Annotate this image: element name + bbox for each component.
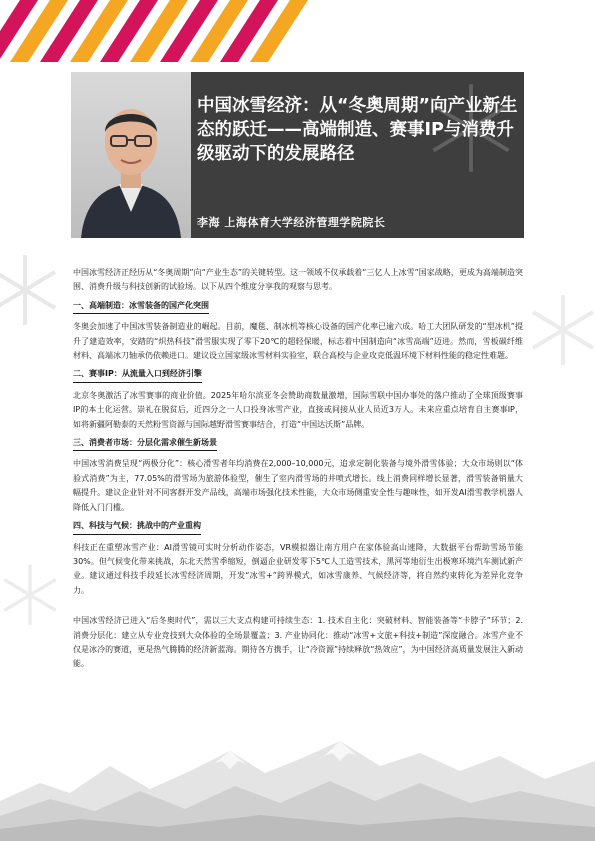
- author-photo: [71, 72, 191, 238]
- article-title: 中国冰雪经济：从“冬奥周期”向产业新生态的跃迁——高端制造、赛事IP与消费升级驱动下的发展路径: [197, 96, 518, 164]
- intro-paragraph: 中国冰雪经济正经历从“冬奥周期”向“产业生态”的关键转型。这一领域不仅承载着“三亿人上冰雪”国家战略，更成为高端制造突围、消费升级与科技创新的试验场。以下从四个维度分享我的观察与思考。: [73, 268, 523, 292]
- mountain-landscape-decoration: [0, 711, 595, 841]
- snowflake-decoration-icon: [0, 250, 60, 330]
- hero-banner: [71, 72, 524, 238]
- conclusion-paragraph: 中国冰雪经济已进入“后冬奥时代”，需以三大支点构建可持续生态：1. 技术自主化：突破材料、智能装备等“卡脖子”环节；2. 消费分层化：建立从专业竞技到大众体验的全场景覆盖；3. 产业协同化：推动“冰雪+文旅+科技+制造”深度融合。冰雪产业不仅是冰冷的赛道，更是热气腾腾的经济新蓝海。期待各方携手，让“冷资源”持续释放“热效应”，为中国经济高质量发展注入新动能。: [73, 616, 523, 669]
- author-byline: 李海 上海体育大学经济管理学院院长: [197, 216, 386, 229]
- section-heading: 四、科技与气候：挑战中的产业重构: [73, 519, 523, 534]
- section-paragraph: 北京冬奥激活了冰雪赛事的商业价值。2025年哈尔滨亚冬会赞助商数量激增，国际雪联中国办事处的落户推动了全球顶级赛事IP的本土化运营。崇礼在脱贫后，近四分之一人口投身冰雪产业，直接或间接从业人员近3万人。未来应重点培育自主赛事IP，如将新疆阿勒泰的天然粉雪资源与国际越野滑雪赛事结合，打造“中国达沃斯”品牌。: [73, 390, 523, 429]
- snowflake-decoration-icon: [0, 560, 60, 630]
- article-body: [73, 266, 523, 676]
- section-heading: 二、赛事IP：从流量入口到经济引擎: [73, 367, 523, 382]
- snowflake-decoration-icon: [528, 290, 595, 370]
- section-paragraph: 中国冰雪消费呈现“两极分化”：核心滑雪者年均消费在2,000–10,000元，追求定制化装备与境外滑雪体验；大众市场则以“体验式消费”为主，77.05%的滑雪场为旅游体验型，催生了室内滑雪场的井喷式增长。线上消费同样增长显著，滑雪装备销量大幅提升。建议企业针对不同客群开发产品线，高端市场强化技术性能，大众市场侧重安全性与趣味性，如开发AI滑雪教学机器人降低入门门槛。: [73, 459, 523, 512]
- section-paragraph: 科技正在重塑冰雪产业：AI滑雪镜可实时分析动作姿态，VR模拟器让南方用户在家体验高山速降，大数据平台帮助雪场节能30%。但气候变化带来挑战，东北天然雪季缩短，倒逼企业研发零下5℃人工造雪技术，黑河等地衍生出极寒环境汽车测试新产业。建议通过科技手段延长冰雪经济周期，开发“冰雪+”跨界模式，如冰雪康养、气候经济等，将自然约束转化为差异化竞争力。: [73, 542, 523, 595]
- author-portrait-icon: [71, 72, 191, 238]
- section-paragraph: 冬奥会加速了中国冰雪装备制造业的崛起。目前，魔毯、制冰机等核心设备的国产化率已逾六成。哈工大团队研发的“型冰机”提升了建造效率，安踏的“炽热科技”滑雪服实现了零下20℃的超轻保暖，标志着中国制造向“冰雪高端”迈进。然而，雪板碳纤维材料、高端冰刀轴承仍依赖进口。建议设立国家级冰雪材料实验室，联合高校与企业攻克低温环境下材料性能的稳定性难题。: [73, 322, 523, 361]
- section-heading: 一、高端制造：冰雪装备的国产化突围: [73, 299, 523, 314]
- section-heading: 三、消费者市场：分层化需求催生新场景: [73, 436, 523, 451]
- decorative-stripes: [0, 0, 310, 62]
